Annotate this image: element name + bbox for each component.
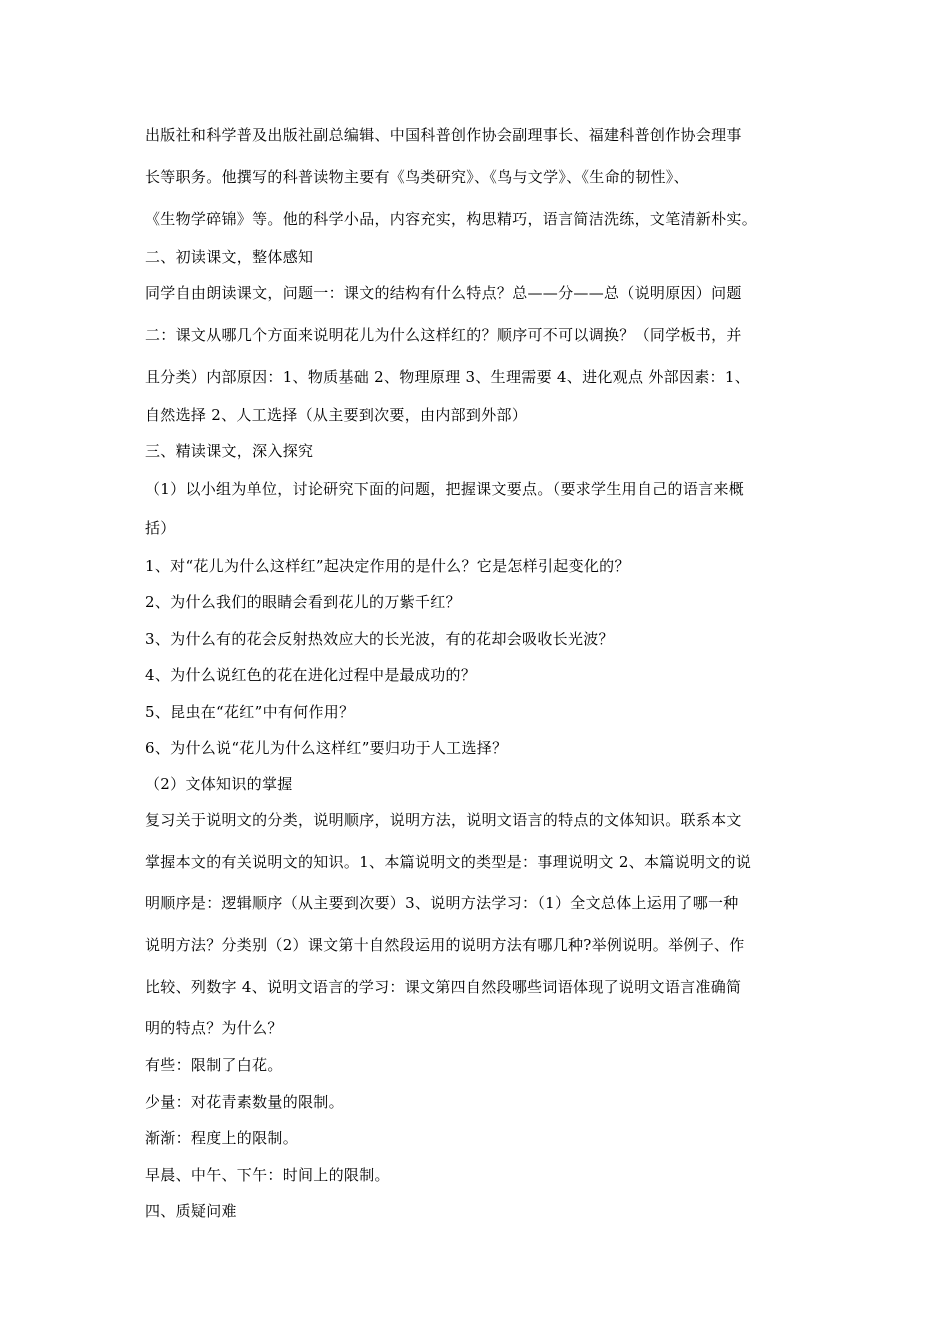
- text-line: 复习关于说明文的分类，说明顺序，说明方法，说明文语言的特点的文体知识。联系本文: [145, 811, 742, 829]
- text-line: 早晨、中午、下午：时间上的限制。: [145, 1166, 390, 1184]
- question-item: 5、昆虫在“花红”中有何作用？: [145, 703, 355, 721]
- question-item: 3、为什么有的花会反射热效应大的长光波，有的花却会吸收长光波？: [145, 630, 614, 648]
- text-line: 掌握本文的有关说明文的知识。1、本篇说明文的类型是：事理说明文 2、本篇说明文的说: [145, 853, 752, 871]
- section-heading: 三、精读课文，深入探究: [145, 442, 314, 460]
- question-item: 1、对“花儿为什么这样红”起决定作用的是什么？它是怎样引起变化的？: [145, 557, 630, 575]
- subsection-heading: （2）文体知识的掌握: [145, 775, 293, 793]
- section-heading: 二、初读课文，整体感知: [145, 248, 314, 266]
- text-line: 比较、列数字 4、说明文语言的学习：课文第四自然段哪些词语体现了说明文语言准确简: [145, 978, 742, 996]
- text-line: 《生物学碎锦》等。他的科学小品，内容充实，构思精巧，语言简洁洗练，文笔清新朴实。: [145, 210, 758, 228]
- text-line: 有些：限制了白花。: [145, 1056, 283, 1074]
- text-line: （1）以小组为单位，讨论研究下面的问题，把握课文要点。（要求学生用自己的语言来概: [145, 480, 745, 498]
- text-line: 出版社和科学普及出版社副总编辑、中国科普创作协会副理事长、福建科普创作协会理事: [145, 126, 742, 144]
- text-line: 长等职务。他撰写的科普读物主要有《鸟类研究》、《鸟与文学》、《生命的韧性》、: [145, 168, 689, 186]
- text-line: 渐渐：程度上的限制。: [145, 1129, 299, 1147]
- text-line: 二：课文从哪几个方面来说明花儿为什么这样红的？顺序可不可以调换？（同学板书，并: [145, 326, 742, 344]
- text-line: 明顺序是：逻辑顺序（从主要到次要）3、说明方法学习：（1）全文总体上运用了哪一种: [145, 894, 739, 912]
- text-line: 同学自由朗读课文，问题一：课文的结构有什么特点？总——分——总（说明原因）问题: [145, 284, 742, 302]
- text-line: 括）: [145, 519, 176, 537]
- question-item: 4、为什么说红色的花在进化过程中是最成功的？: [145, 666, 477, 684]
- text-line: 说明方法？分类别（2）课文第十自然段运用的说明方法有哪几种?举例说明。举例子、作: [145, 936, 745, 954]
- text-line: 且分类）内部原因：1、物质基础 2、物理原理 3、生理需要 4、进化观点 外部因素：1、: [145, 368, 750, 386]
- text-line: 少量：对花青素数量的限制。: [145, 1093, 344, 1111]
- section-heading: 四、质疑问难: [145, 1202, 237, 1220]
- text-line: 自然选择 2、人工选择（从主要到次要，由内部到外部）: [145, 406, 528, 424]
- question-item: 6、为什么说“花儿为什么这样红”要归功于人工选择？: [145, 739, 508, 757]
- text-line: 明的特点？为什么？: [145, 1019, 283, 1037]
- question-item: 2、为什么我们的眼睛会看到花儿的万紫千红？: [145, 593, 461, 611]
